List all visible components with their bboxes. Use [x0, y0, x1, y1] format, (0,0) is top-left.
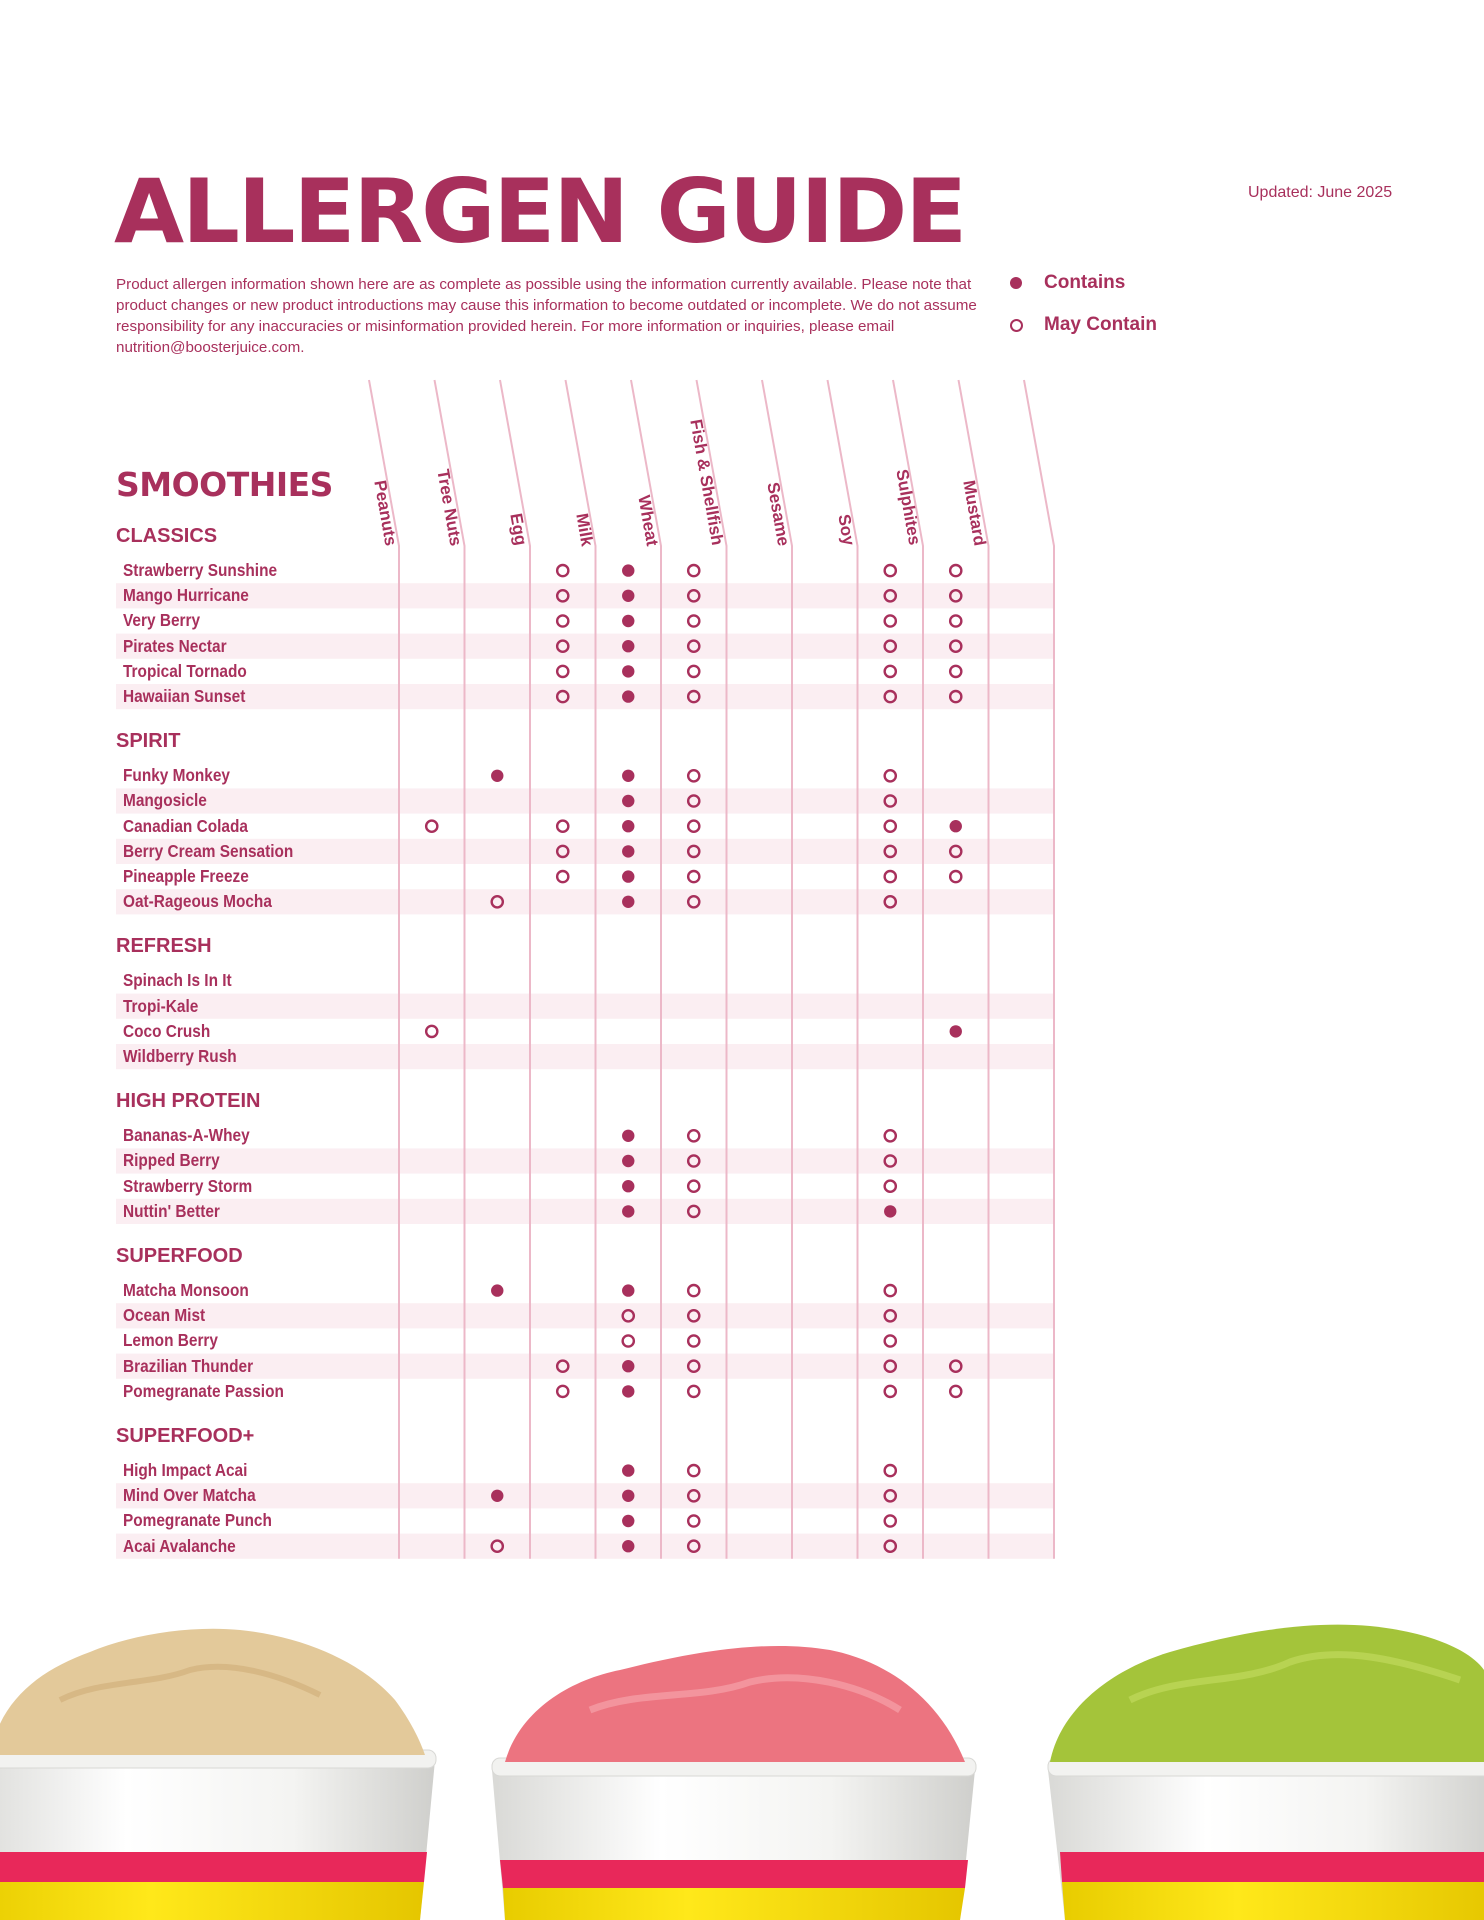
may-contain-circle [688, 770, 699, 781]
may-contain-circle [688, 1130, 699, 1141]
category-title: REFRESH [116, 935, 212, 958]
grid-line [893, 380, 923, 1559]
may-contain-circle [623, 1335, 634, 1346]
grid-line [369, 380, 399, 1559]
contains-dot [622, 1155, 634, 1167]
menu-item-name: Bananas-A-Whey [123, 1125, 250, 1146]
contains-dot [622, 1540, 634, 1552]
may-contain-circle [557, 565, 568, 576]
may-contain-circle [885, 770, 896, 781]
may-contain-circle [688, 565, 699, 576]
grid-line [435, 380, 465, 1559]
contains-dot [622, 665, 634, 677]
menu-item-name: Nuttin' Better [123, 1200, 220, 1221]
may-contain-circle [688, 1386, 699, 1397]
may-contain-circle [885, 1465, 896, 1476]
row-stripe [116, 1199, 1054, 1224]
may-contain-circle [885, 1181, 896, 1192]
category-title: CLASSICS [116, 525, 218, 547]
contains-dot [622, 1515, 634, 1527]
menu-item-name: Tropical Tornado [123, 660, 247, 681]
may-contain-circle [426, 1026, 437, 1037]
row-stripe [116, 1483, 1054, 1508]
contains-dot [491, 1284, 503, 1296]
may-contain-circle [885, 1285, 896, 1296]
row-stripe [116, 1534, 1054, 1559]
grid-line [1024, 380, 1054, 1559]
column-header-tree-nuts: Tree Nuts [433, 467, 466, 548]
menu-item-name: Wildberry Rush [123, 1046, 237, 1066]
row-stripe [116, 583, 1054, 608]
contains-dot [950, 1025, 962, 1037]
menu-item-name: Pirates Nectar [123, 635, 227, 656]
row-stripe [116, 1044, 1054, 1069]
grid-line [566, 380, 596, 1559]
contains-dot [622, 870, 634, 882]
contains-dot [491, 770, 503, 782]
contains-dot [491, 1490, 503, 1502]
contains-dot [622, 564, 634, 576]
page-title: ALLERGEN GUIDE [114, 160, 966, 263]
may-contain-circle [557, 821, 568, 832]
legend-may-contain-label: May Contain [1044, 314, 1157, 335]
grid-line [697, 380, 727, 1559]
green-smoothie-cup [1048, 1625, 1484, 1920]
contains-dot [622, 590, 634, 602]
grid-line [762, 380, 792, 1559]
column-header-wheat: Wheat [634, 493, 662, 548]
may-contain-circle [688, 821, 699, 832]
menu-item-name: Very Berry [123, 610, 201, 631]
menu-item-name: Mind Over Matcha [123, 1485, 256, 1506]
menu-item-name: Mangosicle [123, 790, 207, 811]
may-contain-circle [688, 1515, 699, 1526]
menu-item-name: Matcha Monsoon [123, 1280, 249, 1300]
contains-dot [622, 615, 634, 627]
contains-dot [622, 640, 634, 652]
may-contain-circle [688, 666, 699, 677]
menu-item-name: Strawberry Sunshine [123, 560, 278, 580]
category-title: SPIRIT [116, 730, 181, 753]
may-contain-circle [950, 615, 961, 626]
contains-dot [622, 1130, 634, 1142]
row-stripe [116, 634, 1054, 659]
menu-item-name: Pomegranate Passion [123, 1380, 284, 1401]
menu-item-name: Canadian Colada [123, 815, 248, 836]
menu-item-name: Tropi-Kale [123, 995, 199, 1016]
may-contain-circle [885, 1335, 896, 1346]
menu-item-name: Lemon Berry [123, 1330, 218, 1351]
menu-item-name: Pomegranate Punch [123, 1510, 272, 1531]
column-header-mustard: Mustard [959, 478, 990, 548]
contains-dot [622, 1360, 634, 1372]
may-contain-circle [885, 615, 896, 626]
may-contain-circle [688, 871, 699, 882]
may-contain-circle [885, 871, 896, 882]
category-title: SUPERFOOD+ [116, 1425, 255, 1447]
menu-item-name: Acai Avalanche [123, 1535, 236, 1556]
menu-item-name: Oat-Rageous Mocha [123, 891, 272, 912]
grid-line [959, 380, 989, 1559]
section-title: SMOOTHIES [116, 465, 333, 504]
strawberry-smoothie-cup [492, 1646, 976, 1920]
contains-dot [622, 1284, 634, 1296]
menu-item-name: Coco Crush [123, 1020, 211, 1041]
smoothie-photos [0, 1590, 1484, 1920]
may-contain-circle [557, 615, 568, 626]
category-title: SUPERFOOD [116, 1245, 243, 1267]
may-contain-circle [557, 666, 568, 677]
menu-item-name: High Impact Acai [123, 1460, 248, 1480]
menu-item-name: Funky Monkey [123, 765, 230, 786]
column-header-fish-shellfish: Fish & Shellfish [686, 417, 728, 547]
contains-dot [622, 770, 634, 782]
may-contain-circle [950, 1386, 961, 1397]
contains-dot [950, 820, 962, 832]
grid-line [631, 380, 661, 1559]
menu-item-name: Hawaiian Sunset [123, 686, 246, 706]
menu-item-name: Strawberry Storm [123, 1175, 253, 1196]
may-contain-circle [950, 666, 961, 677]
may-contain-circle [557, 1386, 568, 1397]
may-contain-circle [688, 1285, 699, 1296]
column-header-sulphites: Sulphites [891, 467, 924, 547]
contains-dot [622, 1464, 634, 1476]
may-contain-circle [885, 821, 896, 832]
contains-dot [884, 1205, 896, 1217]
contains-dot [622, 845, 634, 857]
may-contain-circle [688, 1181, 699, 1192]
column-header-egg: Egg [506, 512, 531, 548]
contains-dot [622, 795, 634, 807]
row-stripe [116, 1148, 1054, 1173]
row-stripe [116, 1354, 1054, 1379]
may-contain-circle [885, 565, 896, 576]
column-header-milk: Milk [572, 511, 597, 548]
column-header-sesame: Sesame [763, 480, 794, 548]
menu-item-name: Pineapple Freeze [123, 866, 249, 886]
contains-dot [622, 820, 634, 832]
may-contain-circle [885, 1130, 896, 1141]
may-contain-circle [885, 1515, 896, 1526]
menu-item-name: Berry Cream Sensation [123, 840, 294, 861]
contains-dot [622, 690, 634, 702]
column-header-soy: Soy [834, 513, 859, 548]
may-contain-circle [688, 615, 699, 626]
row-stripe [116, 684, 1054, 709]
updated-date: Updated: June 2025 [1248, 184, 1393, 201]
contains-dot [622, 896, 634, 908]
grid-line [828, 380, 858, 1559]
contains-dot [622, 1385, 634, 1397]
contains-dot [622, 1490, 634, 1502]
grid-line [500, 380, 530, 1559]
may-contain-circle [688, 1465, 699, 1476]
row-stripe [116, 1303, 1054, 1328]
may-contain-circle [688, 1335, 699, 1346]
may-contain-circle [950, 565, 961, 576]
may-contain-circle [950, 871, 961, 882]
intro-paragraph: Product allergen information shown here are as complete as possible using the information currently available. Please note that product changes or new product introductions may cause this information to become outdated or incomplete. We do not assume responsibility for any inaccuracies or misinformation provided herein. For more information or inquiries, please email nutrition@boosterjuice.com. [116, 276, 977, 356]
vanilla-smoothie-cup [0, 1629, 436, 1920]
column-header-peanuts: Peanuts [369, 478, 401, 548]
may-contain-circle [557, 871, 568, 882]
menu-item-name: Ripped Berry [123, 1150, 220, 1171]
row-stripe [116, 788, 1054, 813]
contains-dot [622, 1180, 634, 1192]
menu-item-name: Ocean Mist [123, 1305, 206, 1326]
contains-dot [622, 1205, 634, 1217]
may-contain-circle [426, 821, 437, 832]
legend-contains-label: Contains [1044, 272, 1126, 293]
row-stripe [116, 994, 1054, 1019]
may-contain-circle [885, 1386, 896, 1397]
menu-item-name: Mango Hurricane [123, 585, 249, 606]
menu-item-name: Spinach Is In It [123, 970, 232, 991]
may-contain-circle [885, 666, 896, 677]
menu-item-name: Brazilian Thunder [123, 1355, 254, 1376]
category-title: HIGH PROTEIN [116, 1090, 261, 1113]
